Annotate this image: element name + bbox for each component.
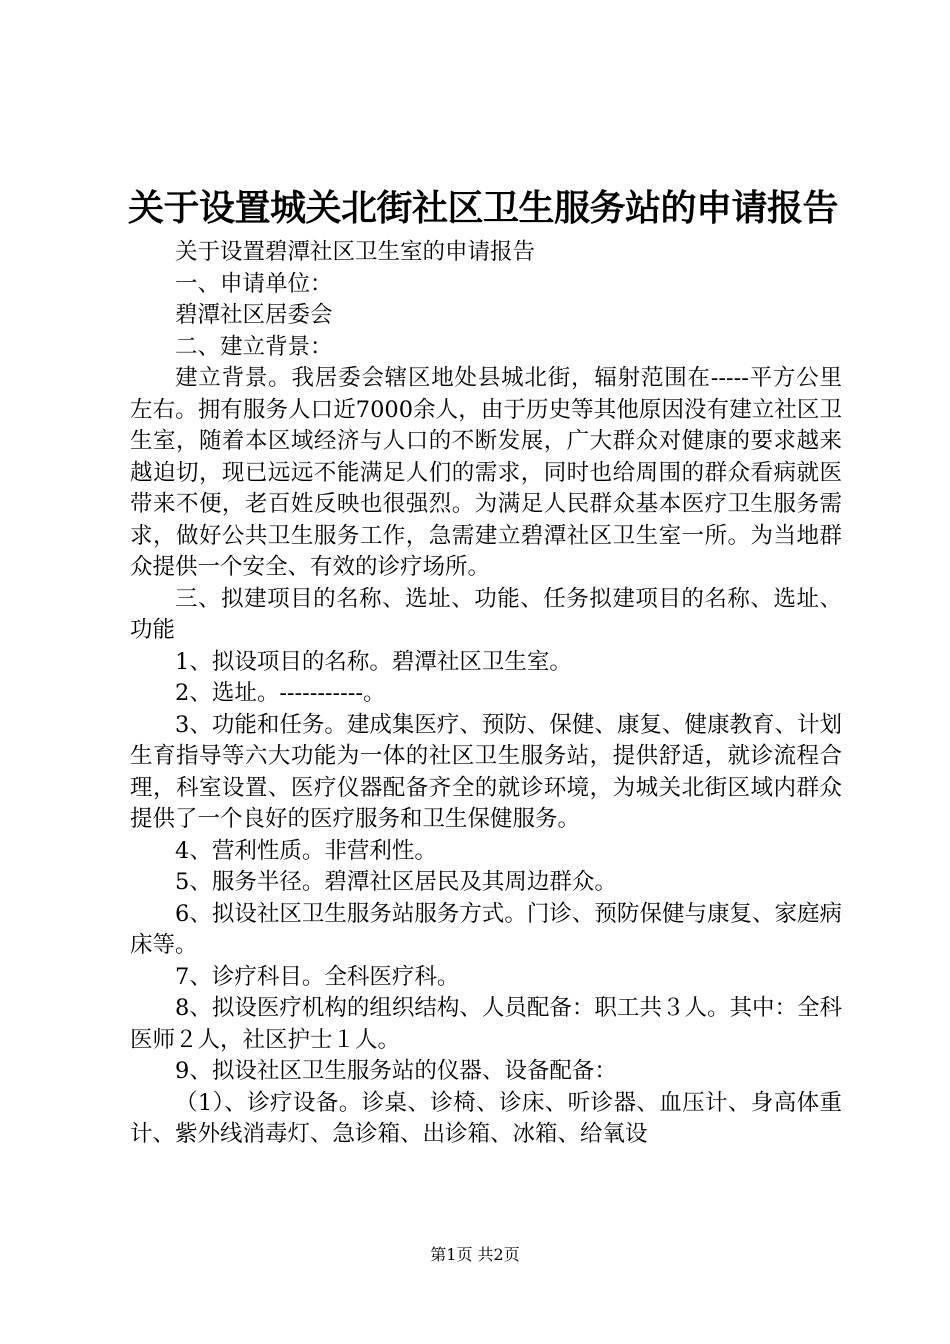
paragraph-item-3: 3、功能和任务。建成集医疗、预防、保健、康复、健康教育、计划生育指导等六大功能为一体的社区卫生服务站，提供舒适，就诊流程合理，科室设置、医疗仪器配备齐全的就诊环境，为城关北街区域内群众提供了一个良好的医疗服务和卫生保健服务。: [130, 711, 842, 832]
paragraph-item-7: 7、诊疗科目。全科医疗科。: [175, 963, 460, 990]
paragraph-item-9-1: （1）、诊疗设备。诊桌、诊椅、诊床、听诊器、血压计、身高体重计、紫外线消毒灯、急诊箱、出诊箱、冰箱、给氧设: [130, 1089, 842, 1147]
paragraph-item-6: 6、拟设社区卫生服务站服务方式。门诊、预防保健与康复、家庭病床等。: [130, 900, 842, 958]
paragraph-section-3-heading: 三、拟建项目的名称、选址、功能、任务拟建项目的名称、选址、功能: [130, 585, 842, 643]
document-title: 关于设置城关北街社区卫生服务站的申请报告: [128, 187, 839, 229]
paragraph-item-2: 2、选址。-----------。: [175, 680, 386, 706]
paragraph-applicant: 碧潭社区居委会: [175, 302, 333, 328]
paragraph-item-4: 4、营利性质。非营利性。: [175, 837, 437, 864]
paragraph-section-1-heading: 一、申请单位：: [175, 270, 333, 297]
paragraph-item-5: 5、服务半径。碧潭社区居民及其周边群众。: [175, 869, 617, 895]
paragraph-background: 建立背景。我居委会辖区地处县城北街，辐射范围在-----平方公里左右。拥有服务人口近7000余人，由于历史等其他原因没有建立社区卫生室，随着本区域经济与人口的不断发展，广大群众对健康的要求越来越迫切，现已远远不能满足人们的需求，同时也给周围的群众看病就医带来不便，老百姓反映也很强烈。为满足人民群众基本医疗卫生服务需求，做好公共卫生服务工作，急需建立碧潭社区卫生室一所。为当地群众提供一个安全、有效的诊疗场所。: [130, 365, 842, 580]
page-number-footer: 第1页 共2页: [430, 1245, 520, 1264]
paragraph-subtitle: 关于设置碧潭社区卫生室的申请报告: [175, 239, 536, 265]
paragraph-item-9: 9、拟设社区卫生服务站的仪器、设备配备：: [175, 1058, 617, 1084]
document-body: [130, 237, 842, 1151]
paragraph-section-2-heading: 二、建立背景：: [175, 333, 333, 360]
paragraph-item-8: 8、拟设医疗机构的组织结构、人员配备：职工共３人。其中：全科医师２人，社区护士１人。: [130, 995, 842, 1053]
paragraph-item-1: 1、拟设项目的名称。碧潭社区卫生室。: [175, 648, 572, 675]
